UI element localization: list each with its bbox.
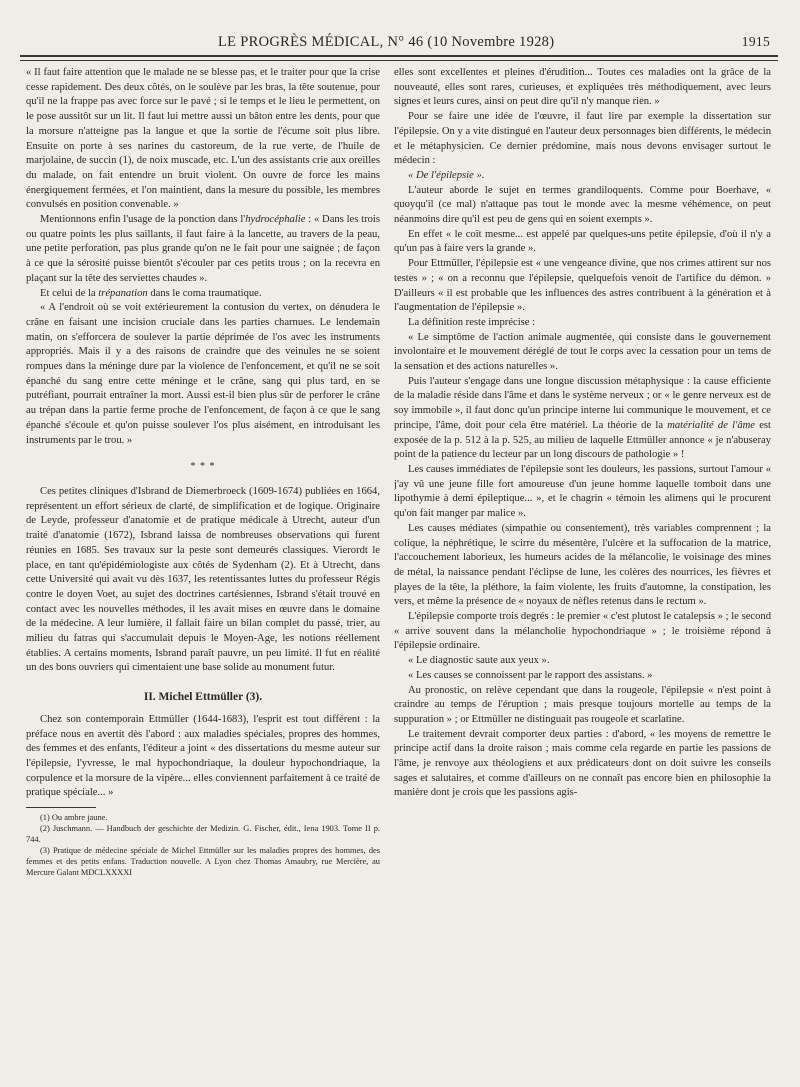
footnote: (3) Pratique de médecine spéciale de Michel Ettmüller sur les maladies propres des hommes, des femmes et des petits enfans. Traduction nouvelle. A Lyon chez Thomas Amaubry, rue Mercière, au Mercure Galant MDCLXXXXI <box>26 846 380 878</box>
paragraph: Le traitement devrait comporter deux parties : d'abord, « les moyens de remettre le principe actif dans la droite raison ; mais comme cela regarde en partie les passions de l'âme, je renvoye aux théologiens et aux prédicateurs dont on doit suivre les conseils sages et salutaires, et comme d'ailleurs on ne connaît pas encore bien en philosophie la manière dont je crois que les passions agis- <box>394 728 771 799</box>
paragraph: « Les causes se connoissent par le rapport des assistans. » <box>408 669 653 681</box>
footnote: (2) Juschmann. — Handbuch der geschichte der Medizin. G. Fischer, édit., Iena 1903. Tome II p. 744. <box>26 824 380 845</box>
journal-title: LE PROGRÈS MÉDICAL, N° 46 (10 Novembre 1928) <box>218 34 555 50</box>
running-header <box>30 34 770 56</box>
paragraph: L'épilepsie comporte trois degrés : le premier « c'est plutost le catalepsis » ; le second « arrive souvent dans la mélancholie hypochondriaque » ; le troisième répond à l'épilepsie ordinaire. <box>394 611 771 652</box>
paragraph: En effet « le coït mesme... est appelé par quelques-uns petite épilepsie, d'où il n'y a qu'un pas à faire vers la grande ». <box>394 228 771 255</box>
paragraph: elles sont excellentes et pleines d'érudition... Toutes ces maladies ont la grâce de la nouveauté, elles sont rares, curieuses, et expliquées très méthodiquement, avec leurs signes et leurs cures, ainsi on peut dire qu'il n'y manque rien. » <box>394 67 771 108</box>
paragraph: Les causes médiates (simpathie ou consentement), très variables comprennent ; la colique, la néphrétique, le scirre du mésentère, l'ulcère et la suffocation de la matrice, l'accouchement laborieux, les humeurs acides de la mélancolie, le voisinage des mines de métal, la naissance pendant l'éclipse de lune, les colères des nourrices, les fièvres et playes de la tête, la pléthore, la faim violente, les fruits d'automne, la constipation, les vers, et même la présence de « noyaux de nèfles retenus dans le rectum ». <box>394 522 771 608</box>
paragraph: « Le simptôme de l'action animale augmentée, qui consiste dans le gouvernement involontaire et le mouvement déréglé de tout le corps avec la cessation pour un tems de la sensation et des actions naturelles ». <box>394 331 771 373</box>
paragraph: Chez son contemporain Ettmüller (1644-1683), l'esprit est tout différent : la préface nous en avertit dès l'abord : aux maladies spéciales, propres des hommes, des femmes et des enfants, l'éditeur a joint « des dissertations du mesme auteur sur l'épilepsie, l'yvresse, le mal hypochondriaque, la douleur hypochondriaque, la corpulence et la morsure de la vipère... elles conviennent parfaitement à ce traité de pratique spéciale... » <box>26 713 380 799</box>
paragraph: « A l'endroit où se voit extérieurement la contusion du vertex, on dénudera le crâne en faisant une incision cruciale dans les parties charnues. Le lendemain matin, on s'efforcera de soulever la partie déprimée de l'os avec les instruments appropriés. Mais il y a des raisons de craindre que des veinules ne se soient rompues dans la méninge dure par la violence de l'enfoncement, et qu'il ne se soit épanché du sang entre cette méninge et le crâne, sang qui plus tard, en se putréfiant, pourrait entraîner la mort. Aussi est-il bien plus sûr de perforer le crâne au trépan dans la partie ferme proche de l'enfoncement, de façon à ce que le sang épanché s'écoule et qu'on puisse soulever l'os plus aisément, en introduisant les instruments par le trou. » <box>26 302 380 446</box>
footnote: (1) Ou ambre jaune. <box>40 813 108 823</box>
section-heading: II. Michel Ettmüller (3). <box>143 691 263 704</box>
paragraph: L'auteur aborde le sujet en termes grandiloquents. Comme pour Boerhave, « quoyqu'il (ce mal) n'attaque pas tout le monde avec la mesme véhémence, on peut néanmoins dire qu'il est peu de gens qui en soient exempts ». <box>394 184 771 226</box>
paragraph: La définition reste imprécise : <box>408 316 536 328</box>
header-rule-thin <box>20 60 778 61</box>
subheading: « De l'épilepsie ». <box>408 169 485 181</box>
paragraph: Pour se faire une idée de l'œuvre, il faut lire par exemple la dissertation sur l'épilepsie. On y a vite distingué en l'auteur deux personnages bien différents, le médecin et le métaphysicien. Ce dernier prédomine, mais nous devons envisager surtout le médecin : <box>394 111 771 167</box>
right-column <box>394 66 771 1076</box>
footnote-rule <box>26 807 96 808</box>
paragraph: « Il faut faire attention que le malade ne se blesse pas, et le traiter pour que la crise cesse rapidement. Des deux côtés, on le soulève par les bras, la tête soutenue, pour qu'il ne la frappe pas avec force sur le pavé ; si le temps et le lieu le permettent, on le pose aussitôt sur un lit. Il faut lui mettre aussi un bâton entre les dents, pour que la morsure n'atteigne pas la langue et que la sortie de l'écume soit plus libre. Ensuite on porte à ses narines du castoreum, de la rue verte, de l'huile de marjolaine, de succin (1), de noix muscade, etc. L'un des assistants crie aux oreilles du malade, on fait entendre un bruit violent. On ouvre de force les mains énergiquement fermées, et l'on maintient, dans la mesure du possible, les membres convulsés en position convenable. » <box>26 67 380 211</box>
page-number: 1915 <box>741 34 770 49</box>
paragraph: « Le diagnostic saute aux yeux ». <box>408 655 550 667</box>
paragraph: Mentionnons enfin l'usage de la ponction dans l'hydrocéphalie : « Dans les trois ou quatre points les plus saillants, il faut faire à la lancette, au travers de la peau, une petite perforation, pas plus grande qu'on ne le fait pour une saignée ; de façon à ce que la sérosité puisse bientôt s'écouler par ces petits trous ; on la recevra en plaçant sur la tête des serviettes chaudes ». <box>26 214 380 284</box>
section-separator: * * * <box>190 461 216 473</box>
left-column <box>26 66 380 1076</box>
paragraph: Et celui de la trépanation dans le coma traumatique. <box>40 287 262 299</box>
paragraph: Les causes immédiates de l'épilepsie sont les douleurs, les passions, surtout l'amour « j'ay vû une jeune fille fort amoureuse d'un jeune homme laquelle tomboit dans une lipothymie à demi épileptique... », et le chagrin « témoin les alimens qui le procurent qu'on fait manger par malice ». <box>394 463 771 520</box>
paragraph: Puis l'auteur s'engage dans une longue discussion métaphysique : la cause efficiente de la maladie réside dans l'âme et dans le système nerveux ; or « le genre nerveux est de soy immobile », il faut donc qu'un principe interne lui communique le mouvement, et ce principe, l'âme, doit pour cela être matériel. La théorie de la matérialité de l'âme est exposée de la p. 512 à la p. 525, au milieu de laquelle Ettmüller annonce « je n'abuseray point de la patience du lecteur par un long discours de pathologie » ! <box>394 375 771 461</box>
header-rule <box>20 55 778 57</box>
paragraph: Au pronostic, on relève cependant que dans la rougeole, l'épilepsie « n'est point à craindre au temps de l'éruption ; mais presque toujours mortelle au temps de la suppuration » ; or Ettmüller ne distinguait pas rougeole et scarlatine. <box>394 684 771 725</box>
paragraph: Ces petites cliniques d'Isbrand de Diemerbroeck (1609-1674) publiées en 1664, représentent un effort sérieux de clarté, de simplification et de logique. Originaire de Leyde, professeur d'anatomie et de pratique médicale à Utrecht, auteur d'un traité d'anatomie (1672), Isbrand laissa de nombreuses observations qui furent réunies en 1685. Ses travaux sur la peste sont demeurés classiques. Vierordt le place, en tant qu'épidémiologiste aux côtés de Sydenham (2). Et à Utrecht, dans cette Université qui avait vu dès 1637, les retentissantes luttes du professeur Régis contre le doyen Voet, au sujet des doctrines cartésiennes, Isbrand s'était trouvé en contact avec les nouvelles méthodes, il les avait mises en œuvre dans le domaine de la médecine. A leur lumière, il fallait faire un bilan complet du passé, trier, au milieu du fatras qui s'accumulait depuis le Moyen-Age, les notions réellement établies. A certains moments, Isbrand paraît pauvre, un peu limité. Il fut en réalité un des bons ouvriers qui cimentaient une base solide au monument futur. <box>26 485 380 674</box>
paragraph: Pour Ettmüller, l'épilepsie est « une vengeance divine, que nos crimes attirent sur nos testes » ; « on a reconnu que l'épilepsie, quelquefois venoit de l'artifice du démon. » D'ailleurs « il est probable que les influences des astres contribuent à la génération et à l'augmentation de l'épilepsie ». <box>394 258 771 314</box>
